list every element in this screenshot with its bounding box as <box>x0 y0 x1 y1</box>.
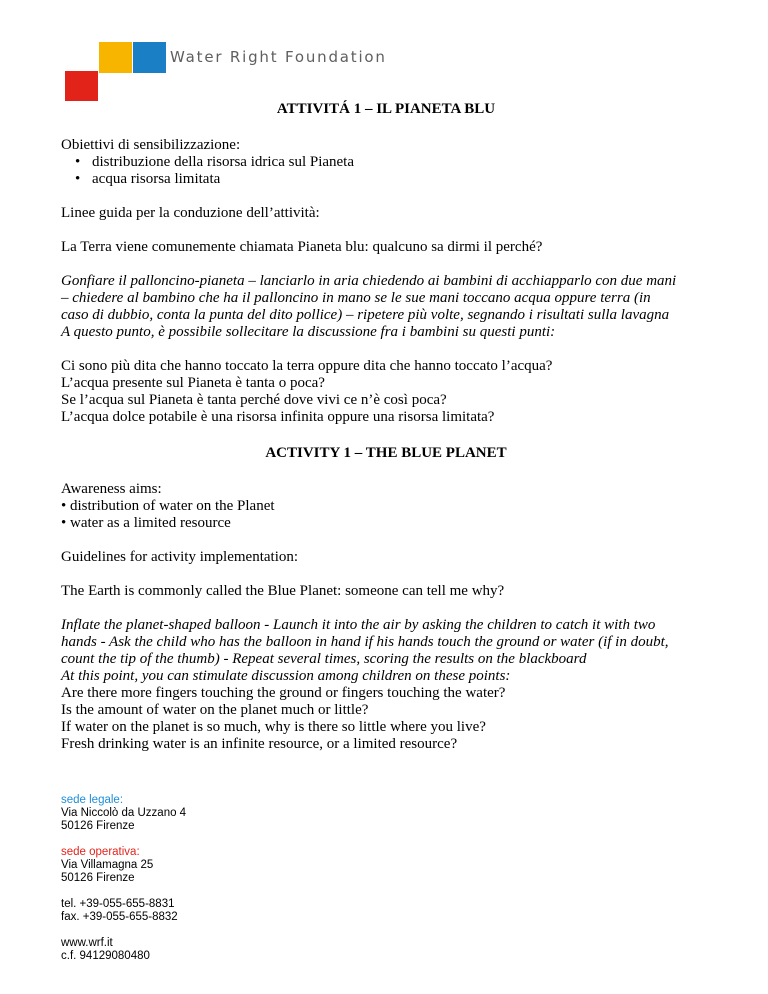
operative-office-label: sede operativa: <box>61 846 140 858</box>
logo-text: Water Right Foundation <box>170 48 387 66</box>
italian-title: ATTIVITÁ 1 – IL PIANETA BLU <box>276 101 496 117</box>
telephone: tel. +39-055-655-8831 <box>61 898 175 910</box>
english-question: The Earth is commonly called the Blue Planet: someone can tell me why? <box>61 583 505 599</box>
discussion-line: Is the amount of water on the planet much or little? <box>61 702 369 718</box>
discussion-line: Fresh drinking water is an infinite resource, or a limited resource? <box>61 736 458 752</box>
italian-aims-label: Obiettivi di sensibilizzazione: <box>61 137 241 153</box>
instruction-line: count the tip of the thumb) - Repeat several times, scoring the results on the blackboard <box>61 651 587 667</box>
italian-discussion <box>61 358 711 426</box>
fax: fax. +39-055-655-8832 <box>61 911 178 923</box>
instruction-line: – chiedere al bambino che ha il palloncino in mano se le sue mani toccano acqua oppure terra (in <box>61 290 651 306</box>
instruction-line: Inflate the planet-shaped balloon - Launch it into the air by asking the children to catch it with two <box>61 617 656 633</box>
list-item: • distribution of water on the Planet <box>61 498 275 514</box>
discussion-line: L’acqua presente sul Pianeta è tanta o poca? <box>61 375 325 391</box>
english-title: ACTIVITY 1 – THE BLUE PLANET <box>265 445 507 461</box>
logo-yellow-square <box>99 42 132 73</box>
italian-aims-list <box>61 154 711 188</box>
legal-address-line: 50126 Firenze <box>61 820 135 832</box>
english-discussion <box>61 685 711 753</box>
instruction-line: At this point, you can stimulate discussion among children on these points: <box>61 668 511 684</box>
operative-address-line: Via Villamagna 25 <box>61 859 154 871</box>
logo-red-square <box>65 71 98 101</box>
discussion-line: Ci sono più dita che hanno toccato la terra oppure dita che hanno toccato l’acqua? <box>61 358 553 374</box>
instruction-line: hands - Ask the child who has the balloon in hand if his hands touch the ground or water (if in doubt, <box>61 634 669 650</box>
website-link[interactable]: www.wrf.it <box>61 937 113 949</box>
english-instructions <box>61 617 711 685</box>
italian-guidelines-label: Linee guida per la conduzione dell’attività: <box>61 205 320 221</box>
list-item: • acqua risorsa limitata <box>61 171 711 188</box>
discussion-line: L’acqua dolce potabile è una risorsa infinita oppure una risorsa limitata? <box>61 409 495 425</box>
discussion-line: If water on the planet is so much, why is there so little where you live? <box>61 719 486 735</box>
instruction-line: Gonfiare il palloncino-pianeta – lanciarlo in aria chiedendo ai bambini di acchiapparlo con due mani <box>61 273 677 289</box>
list-item: • distribuzione della risorsa idrica sul Pianeta <box>61 154 711 171</box>
english-guidelines-label: Guidelines for activity implementation: <box>61 549 299 565</box>
english-aims <box>61 481 711 532</box>
fiscal-code: c.f. 94129080480 <box>61 950 150 962</box>
discussion-line: Are there more fingers touching the ground or fingers touching the water? <box>61 685 506 701</box>
italian-aims <box>61 137 711 188</box>
english-aims-label: Awareness aims: <box>61 481 162 497</box>
italian-instructions <box>61 273 711 341</box>
instruction-line: A questo punto, è possibile sollecitare la discussione fra i bambini su questi punti: <box>61 324 556 340</box>
italian-question: La Terra viene comunemente chiamata Pianeta blu: qualcuno sa dirmi il perché? <box>61 239 543 255</box>
footer-contacts <box>61 794 186 963</box>
list-item: • water as a limited resource <box>61 515 231 531</box>
discussion-line: Se l’acqua sul Pianeta è tanta perché dove vivi ce n’è così poca? <box>61 392 447 408</box>
legal-office-label: sede legale: <box>61 794 124 806</box>
legal-address-line: Via Niccolò da Uzzano 4 <box>61 807 187 819</box>
operative-address-line: 50126 Firenze <box>61 872 135 884</box>
instruction-line: caso di dubbio, conta la punta del dito pollice) – ripetere più volte, segnando i risultati sulla lavagna <box>61 307 670 323</box>
logo-blue-square <box>133 42 166 73</box>
